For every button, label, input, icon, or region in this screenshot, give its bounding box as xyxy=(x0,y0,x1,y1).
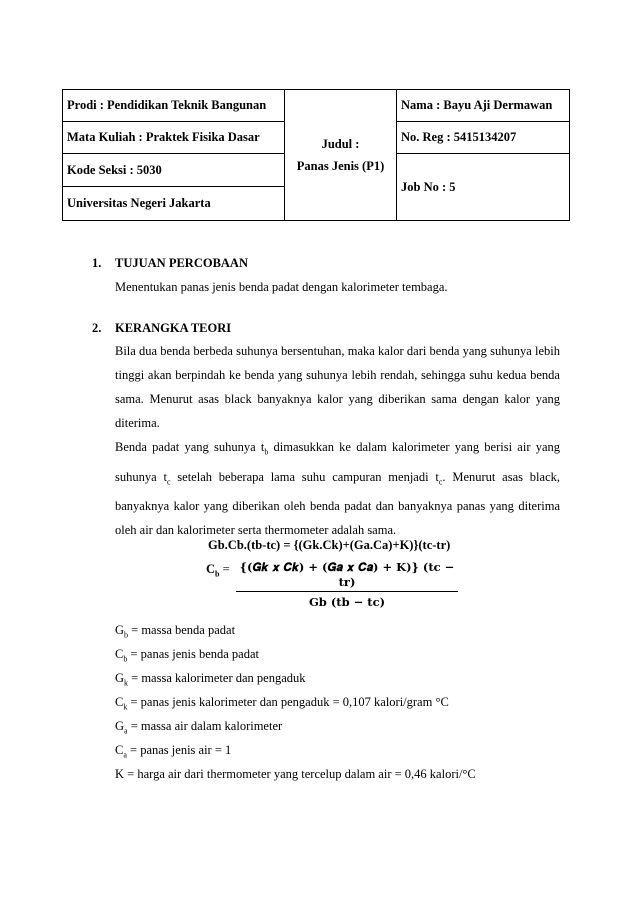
definition-text: = harga air dari thermometer yang tercelup dalam air = 0,46 kalori/°C xyxy=(124,767,476,781)
definition-symbol: K xyxy=(115,767,125,781)
definition-subscript: b xyxy=(124,630,129,640)
definition-item xyxy=(115,647,259,664)
definition-subscript: k xyxy=(124,678,129,688)
definition-item xyxy=(115,743,231,760)
equation-2-lhs: $C_b$ = xyxy=(206,562,230,579)
definition-item xyxy=(115,767,476,784)
definition-item xyxy=(115,695,449,712)
section2-title: KERANGKA TEORI xyxy=(115,321,232,335)
definition-symbol: G xyxy=(115,623,125,637)
definition-item xyxy=(115,671,306,688)
noreg-cell: No. Reg : 5415134207 xyxy=(397,122,570,154)
definition-text: = panas jenis air = 1 xyxy=(126,743,232,757)
definition-item xyxy=(115,719,282,736)
matakuliah-cell: Mata Kuliah : Praktek Fisika Dasar xyxy=(63,122,285,154)
definition-subscript: a xyxy=(123,750,127,760)
kode-seksi-cell: Kode Seksi : 5030 xyxy=(63,154,285,187)
definition-text: = massa air dalam kalorimeter xyxy=(127,719,283,733)
definition-text: = massa benda padat xyxy=(128,623,236,637)
equation-2-numerator: {(𝑮𝒌 𝒙 𝑪𝒌) + (𝑮𝒂 𝒙 𝑪𝒂) + K)} (tc − tr) xyxy=(236,560,458,592)
definition-text: = massa kalorimeter dan pengaduk xyxy=(128,671,306,685)
judul-cell xyxy=(285,90,397,221)
section1-number: 1. xyxy=(92,256,102,270)
prodi-cell: Prodi : Pendidikan Teknik Bangunan xyxy=(63,90,285,122)
definition-symbol: C xyxy=(115,647,124,661)
judul-value: Panas Jenis (P1) xyxy=(296,159,385,173)
definition-subscript: k xyxy=(123,702,128,712)
header-table xyxy=(62,89,570,221)
section2-paragraph-1: Bila dua benda berbeda suhunya bersentuhan, maka kalor dari benda yang suhunya lebih tinggi akan berpindah ke benda yang suhunya lebih rendah, sehingga suhu kedua benda sama. Menurut asas black banyaknya kalor yang diberikan sama dengan kalor yang diterima. xyxy=(115,344,560,430)
judul-label: Judul : xyxy=(321,137,360,151)
definition-symbol: G xyxy=(115,719,125,733)
definition-symbol: C xyxy=(115,743,124,757)
section1-title: TUJUAN PERCOBAAN xyxy=(115,256,248,270)
definition-text: = panas jenis kalorimeter dan pengaduk = 0,107 kalori/gram °C xyxy=(127,695,449,709)
definition-text: = panas jenis benda padat xyxy=(127,647,260,661)
nama-cell: Nama : Bayu Aji Dermawan xyxy=(397,90,570,122)
equation-2-denominator: Gb (tb − tc) xyxy=(308,595,386,609)
section1-text: Menentukan panas jenis benda padat dengan kalorimeter tembaga. xyxy=(115,280,448,294)
definition-symbol: C xyxy=(115,695,124,709)
definition-item xyxy=(115,623,235,640)
universitas-cell: Universitas Negeri Jakarta xyxy=(63,187,285,221)
equation-1: Gb.Cb.(tb-tc) = {(Gk.Ck)+(Ga.Ca)+K)}(tc-tr) xyxy=(208,538,451,552)
job-no-cell: Job No : 5 xyxy=(397,154,570,221)
equation-2-fraction xyxy=(236,560,458,609)
section2-paragraph-2: Benda padat yang suhunya $t_b$ dimasukkan ke dalam kalorimeter yang berisi air yang suhunya $t_c$ setelah beberapa lama suhu campuran menjadi $t_c$. Menurut asas black, banyaknya kalor yang diberikan oleh benda padat dan banyaknya panas yang diterima oleh air dan kalorimeter serta thermometer adalah sama. xyxy=(115,440,560,537)
definition-subscript: b xyxy=(123,654,128,664)
definition-subscript: a xyxy=(124,726,128,736)
section2-number: 2. xyxy=(92,321,102,335)
definition-symbol: G xyxy=(115,671,125,685)
